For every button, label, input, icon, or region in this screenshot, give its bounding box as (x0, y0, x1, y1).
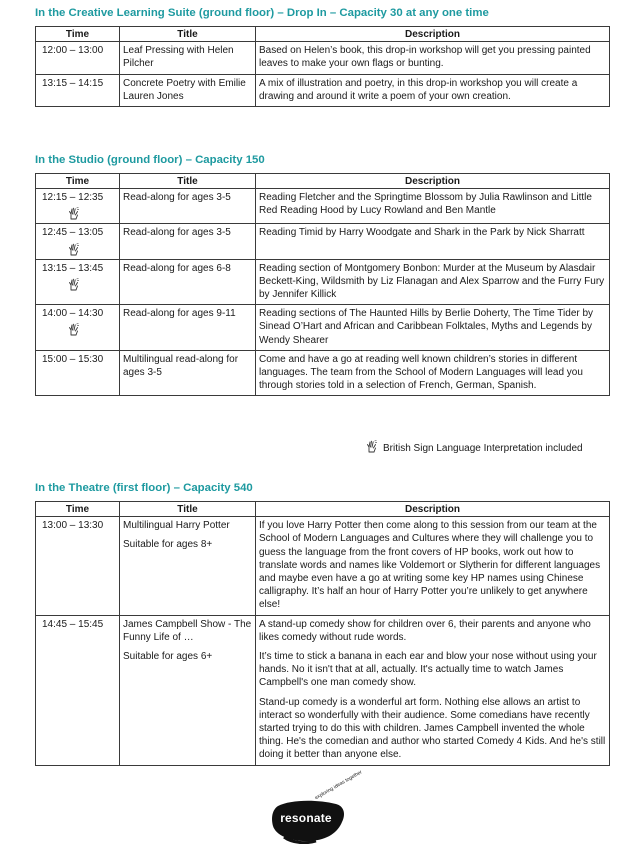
table-row (36, 615, 610, 765)
table-row (36, 42, 610, 74)
title-cell: Multilingual read-along for ages 3-5 (120, 350, 256, 396)
description-paragraph: It’s time to stick a banana in each ear and blow your nose without using your hands. No it isn't that at all, actually. It's actually time to watch James Campbell's one man comedy show. (259, 651, 597, 689)
table-header-row (36, 27, 610, 42)
logo-tagline: exploring ideas together (314, 769, 364, 802)
schedule-table (35, 26, 610, 107)
title-cell: Leaf Pressing with Helen Pilcher (120, 42, 256, 74)
description-cell: A mix of illustration and poetry, in this drop-in workshop you will create a drawing and around it write a poem of your own creation. (256, 74, 610, 106)
sign-language-icon (366, 440, 378, 453)
title-text: James Campbell Show - The Funny Life of … (123, 618, 252, 643)
title-cell: Read-along for ages 3-5 (120, 189, 256, 224)
title-cell: Read-along for ages 9-11 (120, 305, 256, 351)
description-cell: If you love Harry Potter then come along to this session from our team at the School of Modern Languages and Cultures where they will challenge you to guess the language from the front covers of HP books, work out how to translate words and names like Voldemort or Slytherin for different languages and maybe even have a go at writing some key HP names using Chinese calligraphy. It’s half an hour of Harry Potter you’re unlikely to get anywhere else! (256, 517, 610, 615)
table-row (36, 350, 610, 396)
title-cell (120, 615, 256, 765)
time-cell: 13:15 – 14:15 (36, 74, 120, 106)
time-cell (36, 259, 120, 305)
age-suitability: Suitable for ages 6+ (123, 651, 213, 663)
description-cell: Reading Fletcher and the Springtime Blossom by Julia Rawlinson and Little Red Reading Hood by Lucy Rowland and Ben Mantle (256, 189, 610, 224)
header-description: Description (256, 27, 610, 42)
table-row (36, 259, 610, 305)
time-cell: 15:00 – 15:30 (36, 350, 120, 396)
table-header-row (36, 502, 610, 517)
header-time: Time (36, 27, 120, 42)
bsl-note-text: British Sign Language Interpretation included (383, 443, 583, 454)
header-title: Title (120, 502, 256, 517)
resonate-logo (270, 769, 364, 844)
time-cell (36, 305, 120, 351)
description-cell: Based on Helen’s book, this drop-in workshop will get you pressing painted leaves to make your own flags or bunting. (256, 42, 610, 74)
description-cell: Come and have a go at reading well known children’s stories in different languages. The team from the School of Modern Languages will lead you through stories told in a selection of French, German, Spanish. (256, 350, 610, 396)
time-cell: 12:00 – 13:00 (36, 42, 120, 74)
table-row (36, 224, 610, 259)
table-header-row (36, 174, 610, 189)
table-row (36, 74, 610, 106)
schedule-table (35, 501, 610, 766)
title-cell: Concrete Poetry with Emilie Lauren Jones (120, 74, 256, 106)
bsl-note (366, 440, 583, 455)
title-cell: Read-along for ages 6-8 (120, 259, 256, 305)
table-row (36, 305, 610, 351)
title-cell: Read-along for ages 3-5 (120, 224, 256, 259)
description-cell (256, 615, 610, 765)
sign-language-icon (68, 323, 80, 336)
title-cell (120, 517, 256, 615)
sign-language-icon (68, 207, 80, 220)
header-title: Title (120, 174, 256, 189)
section-studio (35, 153, 609, 396)
header-time: Time (36, 502, 120, 517)
header-description: Description (256, 502, 610, 517)
section-theatre (35, 481, 609, 766)
time-cell (36, 224, 120, 259)
table-row (36, 517, 610, 615)
title-text: Multilingual Harry Potter (123, 520, 230, 532)
description-paragraph: Stand-up comedy is a wonderful art form. Nothing else allows an artist to interact so wonderfully with their audience. Some comedians have recently started trying to do this with children. James Campbell invented the whole thing. He's the comedian and author who started Comedy 4 Kids. And he's still doing it better than anyone else. (259, 696, 606, 761)
schedule-table (35, 173, 610, 396)
time-cell: 13:00 – 13:30 (36, 517, 120, 615)
sign-language-icon (68, 278, 80, 291)
header-title: Title (120, 27, 256, 42)
time-text: 13:15 – 13:45 (42, 262, 104, 274)
section-creative-learning-suite (35, 6, 609, 107)
section-title: In the Creative Learning Suite (ground floor) – Drop In – Capacity 30 at any one time (35, 7, 489, 19)
description-cell: Reading Timid by Harry Woodgate and Shark in the Park by Nick Sharratt (256, 224, 610, 259)
description-cell: Reading sections of The Haunted Hills by Berlie Doherty, The Time Tider by Sinead O’Hart and African and Caribbean Folktales, Myths and Legends by Wendy Shearer (256, 305, 610, 351)
header-time: Time (36, 174, 120, 189)
description-paragraph: A stand-up comedy show for children over 6, their parents and anyone who likes comedy without rude words. (259, 618, 591, 643)
description-cell: Reading section of Montgomery Bonbon: Murder at the Museum by Alasdair Beckett-King, Wildsmith by Liz Flanagan and Alex Sparrow and the Furry Fury by Jennifer Killick (256, 259, 610, 305)
time-text: 14:00 – 14:30 (42, 308, 104, 320)
header-description: Description (256, 174, 610, 189)
time-text: 12:45 – 13:05 (42, 227, 104, 239)
sign-language-icon (68, 243, 80, 256)
time-cell: 14:45 – 15:45 (36, 615, 120, 765)
age-suitability: Suitable for ages 8+ (123, 539, 213, 551)
time-text: 12:15 – 12:35 (42, 192, 104, 204)
section-title: In the Studio (ground floor) – Capacity 150 (35, 154, 265, 166)
time-cell (36, 189, 120, 224)
table-row (36, 189, 610, 224)
section-title: In the Theatre (first floor) – Capacity 540 (35, 482, 253, 494)
logo-wordmark: resonate (280, 811, 332, 825)
